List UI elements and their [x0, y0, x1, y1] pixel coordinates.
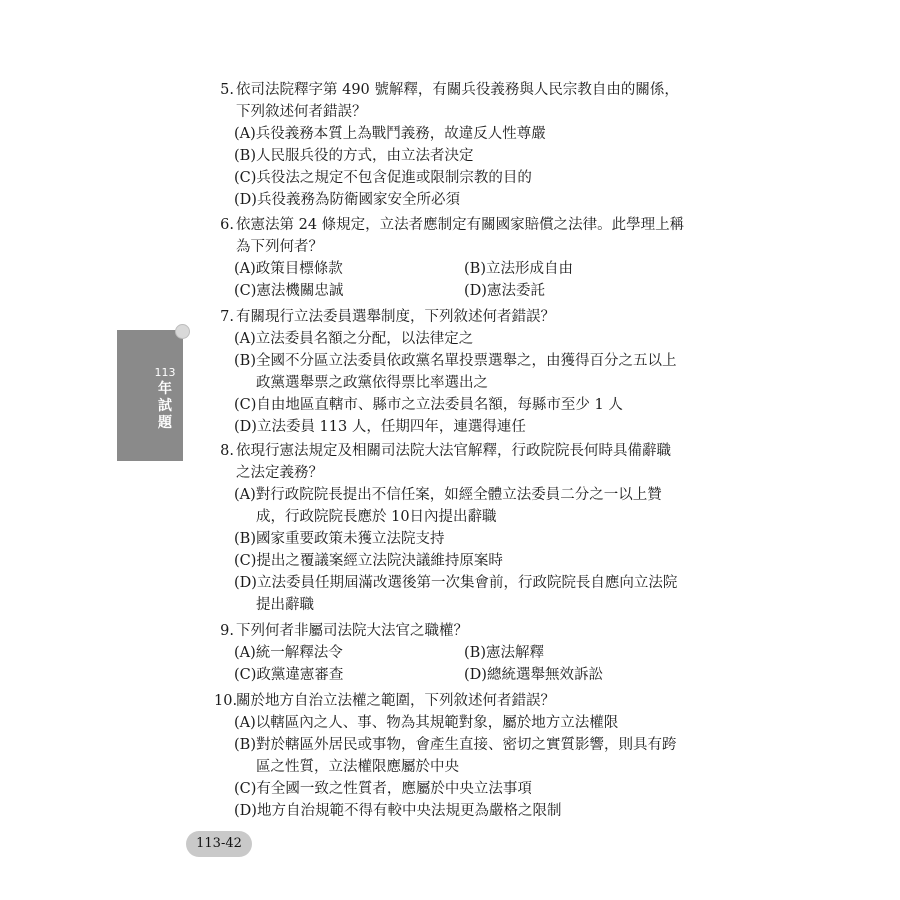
question-5 [214, 79, 694, 211]
question-stem: 依現行憲法規定及相關司法院大法官解釋，行政院院長何時具備辭職 [236, 443, 671, 459]
question-7 [214, 306, 694, 438]
option-d: (D)立法委員任期屆滿改選後第一次集會前，行政院院長自應向立法院 [234, 575, 678, 591]
option-b-cont: 政黨選舉票之政黨依得票比率選出之 [256, 375, 488, 391]
option-d-cont: 提出辭職 [256, 597, 314, 613]
question-stem-cont: 為下列何者？ [236, 239, 323, 255]
option-b: (B)憲法解釋 [464, 645, 544, 661]
question-number: 10. [214, 693, 238, 709]
option-d: (D)地方自治規範不得有較中央法規更為嚴格之限制 [234, 803, 562, 819]
option-c: (C)政黨違憲審查 [234, 667, 344, 683]
option-a: (A)統一解釋法令 [234, 645, 343, 661]
option-a: (A)以轄區內之人、事、物為其規範對象，屬於地方立法權限 [234, 715, 619, 731]
question-stem: 關於地方自治立法權之範圍，下列敘述何者錯誤？ [236, 693, 555, 709]
option-c: (C)提出之覆議案經立法院決議維持原案時 [234, 553, 503, 569]
question-stem-cont: 之法定義務？ [236, 465, 323, 481]
side-tab-label [150, 364, 180, 432]
option-b: (B)全國不分區立法委員依政黨名單投票選舉之，由獲得百分之五以上 [234, 353, 677, 369]
question-6 [214, 214, 694, 302]
option-c: (C)有全國一致之性質者，應屬於中央立法事項 [234, 781, 532, 797]
side-tab-year: 113 [154, 366, 176, 379]
question-10 [214, 690, 694, 822]
option-a: (A)立法委員名額之分配，以法律定之 [234, 331, 474, 347]
option-b: (B)人民服兵役的方式，由立法者決定 [234, 148, 474, 164]
question-number: 8. [220, 443, 234, 459]
page-number: 113-42 [186, 831, 252, 857]
option-d: (D)兵役義務為防衛國家安全所必須 [234, 192, 460, 208]
option-b: (B)對於轄區外居民或事物，會產生直接、密切之實質影響，則具有跨 [234, 737, 677, 753]
option-b: (B)國家重要政策未獲立法院支持 [234, 531, 445, 547]
option-a-cont: 成，行政院院長應於 10日內提出辭職 [256, 509, 497, 525]
question-8 [214, 440, 694, 616]
option-b: (B)立法形成自由 [464, 261, 573, 277]
option-a: (A)政策目標條款 [234, 261, 343, 277]
side-tab-char: 題 [158, 415, 172, 431]
question-number: 6. [220, 217, 234, 233]
question-stem-cont: 下列敘述何者錯誤？ [236, 104, 367, 120]
option-row [214, 664, 694, 686]
option-a: (A)兵役義務本質上為戰鬥義務，故違反人性尊嚴 [234, 126, 546, 142]
option-d: (D)總統選舉無效訴訟 [464, 667, 603, 683]
option-b-cont: 區之性質，立法權限應屬於中央 [256, 759, 459, 775]
option-c: (C)兵役法之規定不包含促進或限制宗教的目的 [234, 170, 532, 186]
side-tab-char: 試 [158, 398, 172, 414]
option-c: (C)憲法機關忠誠 [234, 283, 344, 299]
question-stem: 下列何者非屬司法院大法官之職權？ [236, 623, 468, 639]
option-row [214, 642, 694, 664]
question-number: 5. [220, 82, 234, 98]
question-stem: 依司法院釋字第 490 號解釋，有關兵役義務與人民宗教自由的關係， [236, 82, 679, 98]
option-row [214, 280, 694, 302]
option-d: (D)憲法委託 [464, 283, 545, 299]
question-stem: 依憲法第 24 條規定，立法者應制定有關國家賠償之法律。此學理上稱 [236, 217, 685, 233]
side-tab-dot [175, 324, 190, 339]
option-d: (D)立法委員 113 人，任期四年，連選得連任 [234, 419, 526, 435]
side-tab-char: 年 [158, 381, 172, 397]
question-number: 7. [220, 309, 234, 325]
question-stem: 有關現行立法委員選舉制度，下列敘述何者錯誤？ [236, 309, 555, 325]
question-number: 9. [220, 623, 234, 639]
option-c: (C)自由地區直轄市、縣市之立法委員名額，每縣市至少 1 人 [234, 397, 623, 413]
option-row [214, 258, 694, 280]
question-9 [214, 620, 694, 686]
option-a: (A)對行政院院長提出不信任案，如經全體立法委員二分之一以上贊 [234, 487, 662, 503]
